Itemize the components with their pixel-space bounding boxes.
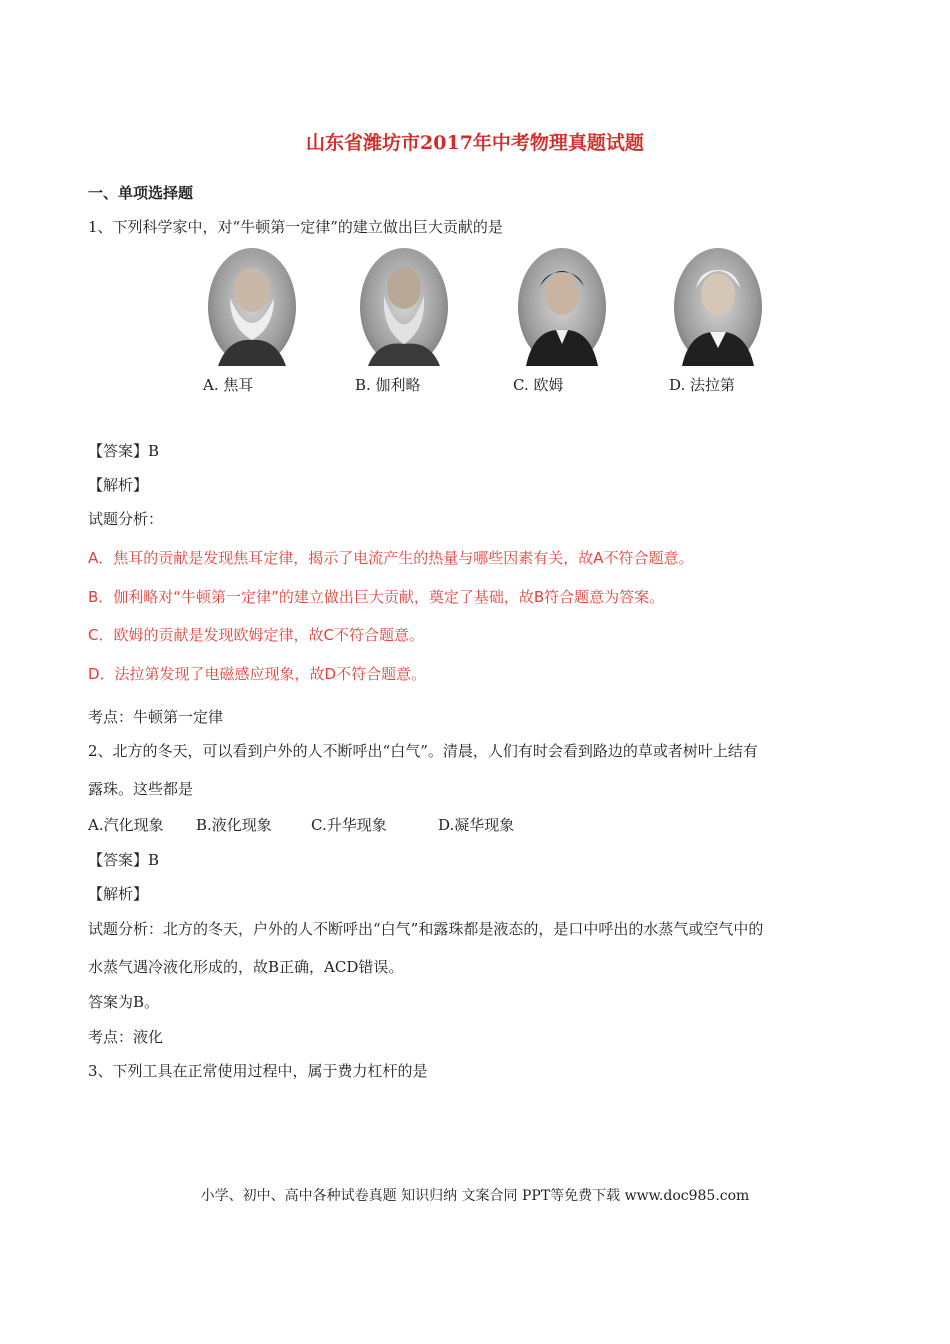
question-2-answer: 【答案】B	[88, 851, 160, 869]
galileo-portrait-image	[360, 248, 448, 366]
analysis-option-b: B．伽利略对“牛顿第一定律”的建立做出巨大贡献，奠定了基础，故B符合题意为答案。	[88, 588, 665, 606]
portrait-ohm	[513, 248, 613, 408]
question-2-conclusion: 答案为B。	[88, 993, 160, 1011]
question-1-kaodian: 考点：牛顿第一定律	[88, 708, 224, 726]
option-d-caption: D. 法拉第	[669, 376, 736, 394]
question-2-options	[88, 814, 514, 835]
faraday-portrait-image	[674, 248, 762, 366]
question-3-stem: 3、下列工具在正常使用过程中，属于费力杠杆的是	[88, 1062, 428, 1080]
option-c-caption: C. 欧姆	[513, 376, 564, 394]
scientist-portraits	[195, 248, 770, 408]
question-2-analysis-label: 【解析】	[88, 885, 149, 903]
portrait-faraday	[669, 248, 769, 408]
joule-portrait-image	[208, 248, 296, 366]
question-2-stem-line2: 露珠。这些都是	[88, 780, 194, 798]
q2-option-d: D.凝华现象	[438, 816, 515, 834]
portrait-joule	[203, 248, 303, 408]
question-2-analysis-line2: 水蒸气遇冷液化形成的，故B正确，ACD错误。	[88, 958, 404, 976]
portrait-galileo	[355, 248, 455, 408]
question-2-stem-line1: 2、北方的冬天，可以看到户外的人不断呼出“白气”。清晨，人们有时会看到路边的草或者树叶上结有	[88, 742, 758, 760]
page-title: 山东省潍坊市2017年中考物理真题试题	[306, 132, 644, 154]
question-1-stem: 1、下列科学家中，对“牛顿第一定律”的建立做出巨大贡献的是	[88, 218, 503, 236]
analysis-option-c: C．欧姆的贡献是发现欧姆定律，故C不符合题意。	[88, 626, 424, 644]
q2-option-a: A.汽化现象	[88, 816, 164, 834]
question-2-analysis-line1: 试题分析：北方的冬天，户外的人不断呼出“白气”和露珠都是液态的，是口中呼出的水蒸气或空气中的	[88, 920, 764, 938]
option-a-caption: A. 焦耳	[203, 376, 254, 394]
option-b-caption: B. 伽利略	[355, 376, 421, 394]
question-1-answer: 【答案】B	[88, 442, 160, 460]
analysis-option-a: A．焦耳的贡献是发现焦耳定律，揭示了电流产生的热量与哪些因素有关，故A不符合题意。	[88, 549, 694, 567]
analysis-option-d: D．法拉第发现了电磁感应现象，故D不符合题意。	[88, 665, 427, 683]
q2-option-c: C.升华现象	[311, 816, 387, 834]
question-2-kaodian: 考点：液化	[88, 1028, 164, 1046]
question-1-analysis-label: 【解析】	[88, 476, 149, 494]
question-1-analysis-intro: 试题分析：	[88, 510, 164, 528]
section-heading: 一、单项选择题	[88, 184, 194, 202]
q2-option-b: B.液化现象	[196, 816, 272, 834]
page-footer: 小学、初中、高中各种试卷真题 知识归纳 文案合同 PPT等免费下载 www.doc985.com	[200, 1188, 750, 1204]
ohm-portrait-image	[518, 248, 606, 366]
